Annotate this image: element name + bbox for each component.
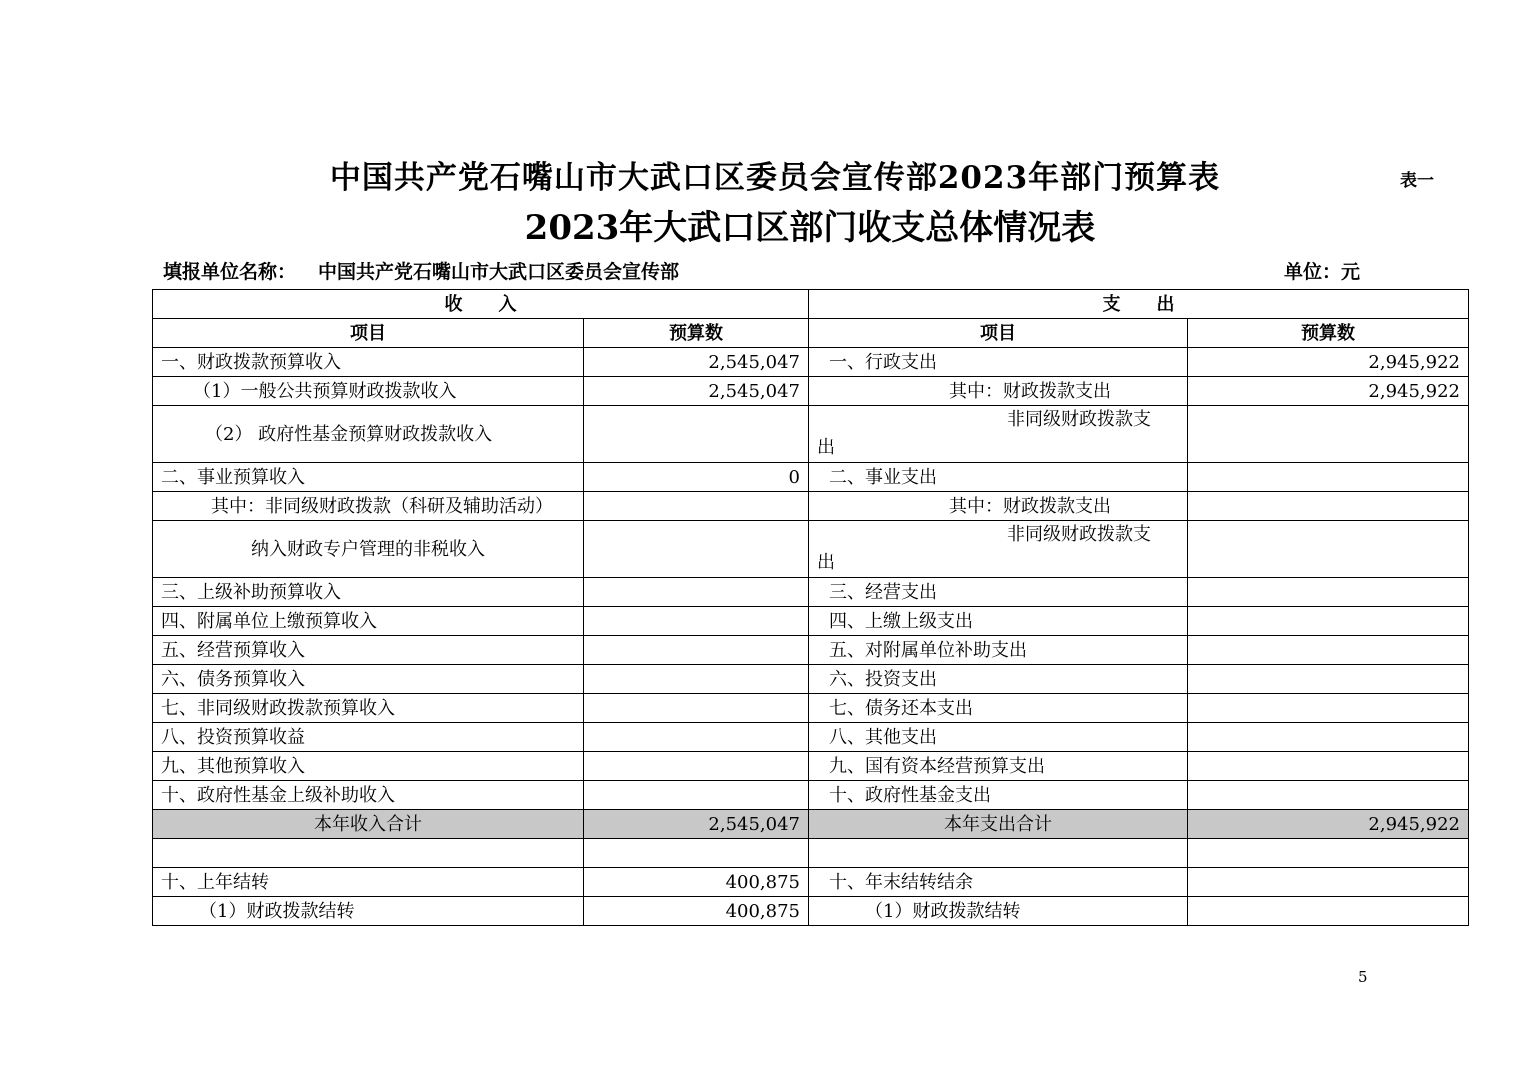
- income-header: 收 入: [153, 290, 809, 319]
- expense-amount: [1188, 723, 1469, 752]
- expense-amount: [1188, 406, 1469, 463]
- income-amount: 2,545,047: [584, 377, 809, 406]
- table-row: [153, 868, 1469, 897]
- expense-item: 九、国有资本经营预算支出: [809, 752, 1188, 781]
- table-row: [153, 607, 1469, 636]
- income-item: 十、政府性基金上级补助收入: [153, 781, 584, 810]
- table-row: [153, 897, 1469, 926]
- reporter-line: [163, 257, 679, 284]
- expense-header: 支 出: [809, 290, 1469, 319]
- income-item: 五、经营预算收入: [153, 636, 584, 665]
- income-total-amount: 2,545,047: [584, 810, 809, 839]
- table-row: [153, 752, 1469, 781]
- income-amount-header: 预算数: [584, 319, 809, 348]
- page-number: 5: [1358, 968, 1368, 986]
- income-item: （1）财政拨款结转: [153, 897, 584, 926]
- expense-item: 其中：财政拨款支出: [809, 492, 1188, 521]
- table-total-row: [153, 810, 1469, 839]
- expense-item: 七、债务还本支出: [809, 694, 1188, 723]
- income-item: 七、非同级财政拨款预算收入: [153, 694, 584, 723]
- income-item: 四、附属单位上缴预算收入: [153, 607, 584, 636]
- table-row: [153, 723, 1469, 752]
- table-label: 表一: [1400, 171, 1434, 191]
- income-amount: 0: [584, 463, 809, 492]
- expense-item: 五、对附属单位补助支出: [809, 636, 1188, 665]
- income-item: 八、投资预算收益: [153, 723, 584, 752]
- income-item: 二、事业预算收入: [153, 463, 584, 492]
- income-amount: [584, 665, 809, 694]
- reporter-label: 填报单位名称：: [163, 261, 297, 283]
- income-amount: 400,875: [584, 897, 809, 926]
- expense-amount: [1188, 897, 1469, 926]
- income-amount: [584, 578, 809, 607]
- income-item: （2） 政府性基金预算财政拨款收入: [153, 406, 584, 463]
- expense-amount: [1188, 636, 1469, 665]
- expense-item-line2: 出: [817, 437, 835, 458]
- table-subtitle: 2023年大武口区部门收支总体情况表: [524, 208, 1096, 248]
- table-row: [153, 665, 1469, 694]
- income-amount: [584, 521, 809, 578]
- expense-amount: [1188, 521, 1469, 578]
- expense-amount: [1188, 492, 1469, 521]
- table-row: [153, 377, 1469, 406]
- expense-item-line1: 非同级财政拨款支: [1007, 524, 1151, 545]
- table-row: [153, 521, 1469, 578]
- income-amount: [584, 607, 809, 636]
- expense-amount: [1188, 868, 1469, 897]
- income-amount: [584, 406, 809, 463]
- expense-item: 一、行政支出: [809, 348, 1188, 377]
- income-amount: [584, 694, 809, 723]
- expense-item: 十、年末结转结余: [809, 868, 1188, 897]
- expense-item-line1: 非同级财政拨款支: [1007, 409, 1151, 430]
- expense-amount: [1188, 463, 1469, 492]
- income-amount: [584, 723, 809, 752]
- table-row: [153, 492, 1469, 521]
- expense-amount: [1188, 752, 1469, 781]
- income-item-header: 项目: [153, 319, 584, 348]
- income-amount: [584, 781, 809, 810]
- expense-amount: [1188, 839, 1469, 868]
- expense-item: 六、投资支出: [809, 665, 1188, 694]
- table-row: [153, 578, 1469, 607]
- expense-item: 三、经营支出: [809, 578, 1188, 607]
- table-row: [153, 463, 1469, 492]
- expense-item: 二、事业支出: [809, 463, 1188, 492]
- table-row: [153, 781, 1469, 810]
- expense-item: [809, 839, 1188, 868]
- income-amount: [584, 636, 809, 665]
- expense-item: [809, 406, 1188, 463]
- expense-amount: 2,945,922: [1188, 348, 1469, 377]
- expense-amount: [1188, 781, 1469, 810]
- expense-item: 其中：财政拨款支出: [809, 377, 1188, 406]
- table-row: [153, 636, 1469, 665]
- expense-item-line2: 出: [817, 552, 835, 573]
- income-item: 九、其他预算收入: [153, 752, 584, 781]
- income-item: （1）一般公共预算财政拨款收入: [153, 377, 584, 406]
- expense-item: 四、上缴上级支出: [809, 607, 1188, 636]
- unit-label: 单位：元: [1284, 261, 1361, 283]
- expense-item: [809, 521, 1188, 578]
- income-amount: 400,875: [584, 868, 809, 897]
- income-amount: [584, 839, 809, 868]
- income-amount: [584, 752, 809, 781]
- expense-item: （1）财政拨款结转: [809, 897, 1188, 926]
- expense-total-label: 本年支出合计: [809, 810, 1188, 839]
- expense-item-header: 项目: [809, 319, 1188, 348]
- income-item: 三、上级补助预算收入: [153, 578, 584, 607]
- table-row-empty: [153, 839, 1469, 868]
- table-row: [153, 406, 1469, 463]
- expense-item: 十、政府性基金支出: [809, 781, 1188, 810]
- income-total-label: 本年收入合计: [153, 810, 584, 839]
- reporter-name: 中国共产党石嘴山市大武口区委员会宣传部: [318, 261, 680, 283]
- income-item: 十、上年结转: [153, 868, 584, 897]
- income-item: 纳入财政专户管理的非税收入: [153, 521, 584, 578]
- income-item: 一、财政拨款预算收入: [153, 348, 584, 377]
- expense-total-amount: 2,945,922: [1188, 810, 1469, 839]
- expense-amount-header: 预算数: [1188, 319, 1469, 348]
- document-title: 中国共产党石嘴山市大武口区委员会宣传部2023年部门预算表: [329, 160, 1221, 196]
- income-item: [153, 839, 584, 868]
- table-column-header: [153, 319, 1469, 348]
- income-item: 其中：非同级财政拨款（科研及辅助活动）: [153, 492, 584, 521]
- expense-amount: [1188, 665, 1469, 694]
- income-item: 六、债务预算收入: [153, 665, 584, 694]
- expense-amount: [1188, 578, 1469, 607]
- income-amount: 2,545,047: [584, 348, 809, 377]
- expense-amount: 2,945,922: [1188, 377, 1469, 406]
- table-row: [153, 694, 1469, 723]
- table-row: [153, 348, 1469, 377]
- expense-amount: [1188, 694, 1469, 723]
- expense-amount: [1188, 607, 1469, 636]
- income-amount: [584, 492, 809, 521]
- budget-table: [152, 289, 1469, 926]
- expense-item: 八、其他支出: [809, 723, 1188, 752]
- table-group-header: [153, 290, 1469, 319]
